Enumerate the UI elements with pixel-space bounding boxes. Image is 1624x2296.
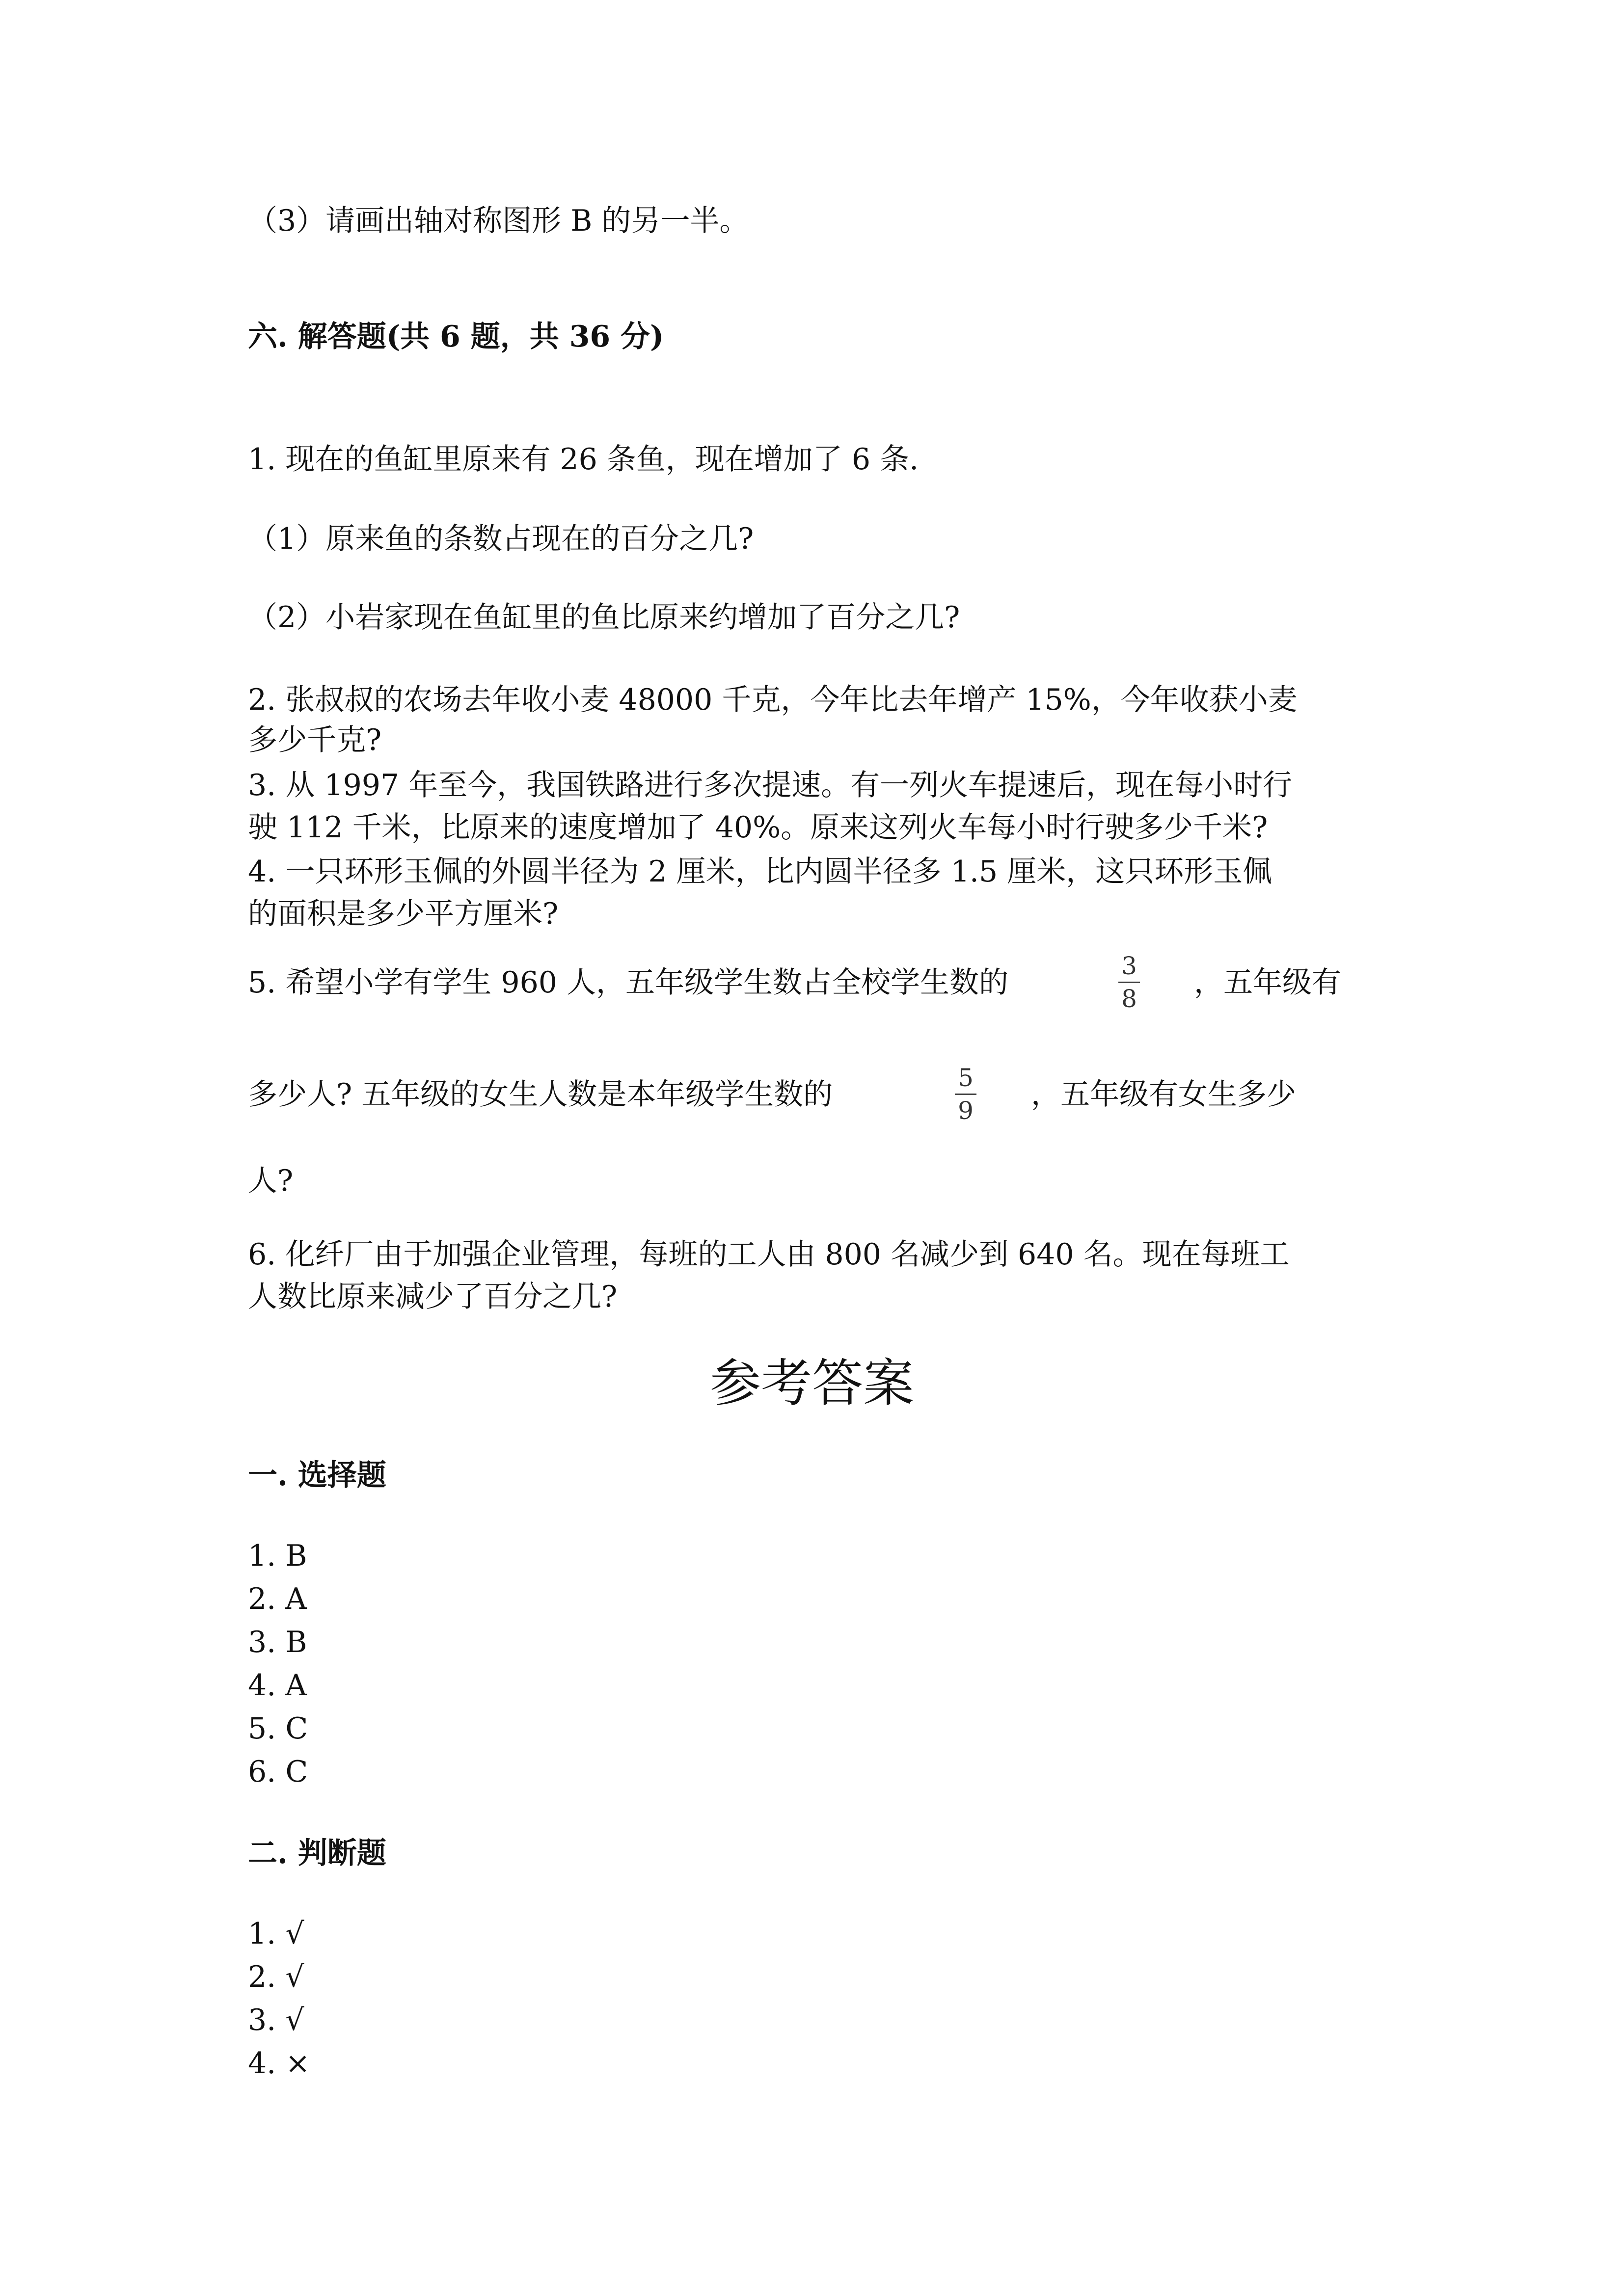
answer-item: 1. B <box>248 1539 307 1573</box>
fraction-numerator: 5 <box>958 1064 974 1092</box>
question-1: 1. 现在的鱼缸里原来有 26 条鱼，现在增加了 6 条. <box>248 442 919 477</box>
question-1-sub-2: （2）小岩家现在鱼缸里的鱼比原来约增加了百分之几? <box>248 600 960 635</box>
answers-section-2-heading: 二. 判断题 <box>248 1836 386 1870</box>
fraction-bar <box>1118 982 1140 983</box>
question-6-line-1: 6. 化纤厂由于加强企业管理，每班的工人由 800 名减少到 640 名。现在每班工 <box>248 1237 1290 1272</box>
question-3-sub-3: （3）请画出轴对称图形 B 的另一半。 <box>248 204 749 238</box>
fraction-bar <box>955 1094 976 1095</box>
question-4-line-1: 4. 一只环形玉佩的外圆半径为 2 厘米，比内圆半径多 1.5 厘米，这只环形玉佩 <box>248 854 1272 889</box>
answer-item: 4. A <box>248 1668 307 1703</box>
fraction-denominator: 8 <box>1121 985 1137 1013</box>
question-1-sub-1: （1）原来鱼的条数占现在的百分之几? <box>248 522 754 556</box>
question-5-line-2-part-a: 多少人? 五年级的女生人数是本年级学生数的 <box>248 1077 833 1112</box>
question-2-line-2: 多少千克? <box>248 723 382 757</box>
fraction-numerator: 3 <box>1121 952 1137 980</box>
fraction-3-8 <box>1118 952 1140 1013</box>
question-3-line-1: 3. 从 1997 年至今，我国铁路进行多次提速。有一列火车提速后，现在每小时行 <box>248 768 1293 802</box>
section-6-heading: 六. 解答题(共 6 题，共 36 分) <box>248 320 664 354</box>
question-5-line-2-part-b: ，五年级有女生多少 <box>1031 1077 1296 1112</box>
question-4-line-2: 的面积是多少平方厘米? <box>248 897 559 931</box>
question-6-line-2: 人数比原来减少了百分之几? <box>248 1280 618 1314</box>
answer-item: 6. C <box>248 1755 308 1789</box>
question-3-line-2: 驶 112 千米，比原来的速度增加了 40%。原来这列火车每小时行驶多少千米? <box>248 810 1268 845</box>
question-5-line-1-part-b: ，五年级有 <box>1194 965 1341 1000</box>
fraction-denominator: 9 <box>958 1096 974 1125</box>
answer-item: 4. × <box>248 2046 310 2081</box>
answer-item: 5. C <box>248 1711 308 1746</box>
question-5-line-3: 人? <box>248 1164 294 1198</box>
question-2-line-1: 2. 张叔叔的农场去年收小麦 48000 千克，今年比去年增产 15%，今年收获小麦 <box>248 683 1298 717</box>
question-5-line-1-part-a: 5. 希望小学有学生 960 人，五年级学生数占全校学生数的 <box>248 965 1008 1000</box>
answer-item: 3. √ <box>248 2003 304 2037</box>
fraction-5-9 <box>955 1064 976 1124</box>
answer-item: 2. A <box>248 1582 307 1616</box>
answers-title: 参考答案 <box>709 1353 914 1413</box>
answer-item: 3. B <box>248 1625 307 1659</box>
answer-item: 1. √ <box>248 1917 304 1951</box>
answer-item: 2. √ <box>248 1960 304 1994</box>
answers-section-1-heading: 一. 选择题 <box>248 1458 386 1493</box>
